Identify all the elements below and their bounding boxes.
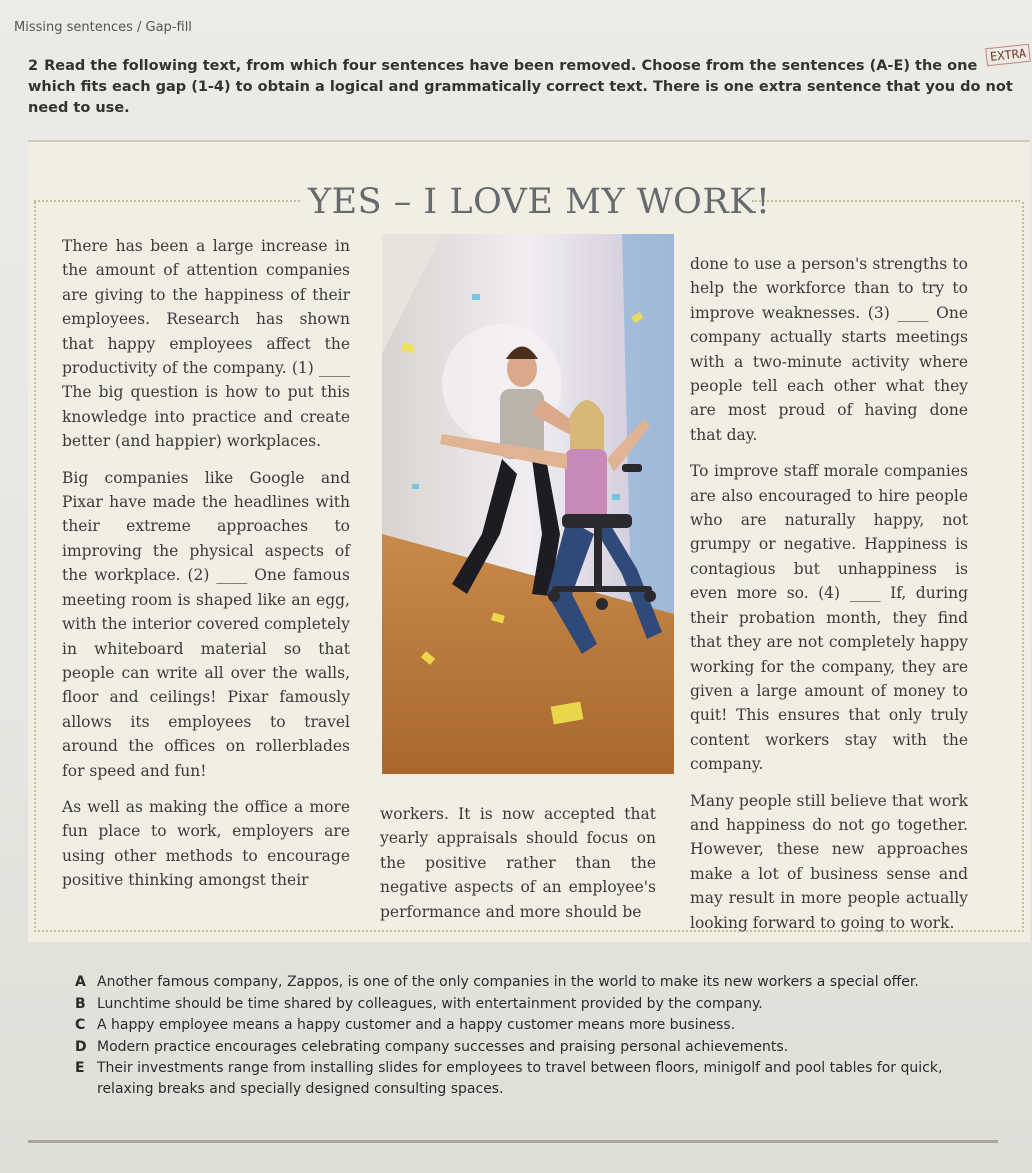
option-text: Their investments range from installing slides for employees to travel between floors, minigolf and pool tables for quick, relaxing breaks and specially designed consulting spaces. (97, 1060, 943, 1097)
office-photo (382, 234, 674, 774)
middle-column (380, 802, 656, 936)
option-letter: A (75, 974, 86, 990)
option-letter: D (75, 1038, 87, 1055)
option-a (75, 972, 955, 993)
option-text: Modern practice encourages celebrating company successes and praising personal achievements. (97, 1038, 789, 1055)
extra-stamp: EXTRA (985, 44, 1031, 67)
left-column (62, 234, 350, 905)
exercise-number: 2 (28, 58, 39, 74)
paragraph-hiring: To improve staff morale companies are also encouraged to hire people who are naturally happy, not grumpy or negative. Happiness is contagious but unhappiness is even more so. (4) ____ If, during their probation month, they find that they are not completely happy working for the company, they are given a large amount of money to quit! This ensures that only truly content workers stay with the company. (690, 462, 968, 774)
paragraph-conclusion: Many people still believe that work and happiness do not go together. However, these new approaches make a lot of business sense and may result in more people actually looking forward to going to work. (690, 791, 968, 932)
title-divider-left (34, 200, 300, 202)
option-text: Another famous company, Zappos, is one of the only companies in the world to make its new workers a special offer. (97, 974, 919, 990)
option-d (75, 1037, 955, 1058)
right-border (1022, 202, 1024, 932)
option-c (75, 1015, 955, 1036)
option-text: Lunchtime should be time shared by colleagues, with entertainment provided by the company. (97, 995, 763, 1012)
option-letter: C (75, 1017, 86, 1033)
exercise-instructions (28, 56, 1018, 119)
article-title: YES – I LOVE MY WORK! (308, 182, 771, 222)
option-e (75, 1058, 955, 1099)
instructions-text: Read the following text, from which four sentences have been removed. Choose from the sentences (A-E) the one which fits each gap (1-4) to obtain a logical and grammatically correct text. There is one extra sentence that you do not need to use. (28, 58, 1013, 116)
paragraph-strengths: done to use a person's strengths to help the workforce than to try to improve weaknesses. (3) ____ One company actually starts meetings with a two-minute activity where people tell each other what they are most proud of having done that day. (690, 255, 968, 444)
paragraph-google-pixar: Big companies like Google and Pixar have made the headlines with their extreme approaches to improving the physical aspects of the workplace. (2) ____ One famous meeting room is shaped like an egg, with the interior covered completely in whiteboard material so that people can write all over the walls, floor and ceilings! Pixar famously allows its employees to travel around the offices on rollerblades for speed and fun! (62, 468, 350, 780)
article-box (28, 140, 1030, 942)
option-b (75, 994, 955, 1015)
option-letter: E (75, 1060, 85, 1076)
answer-options (75, 972, 955, 1100)
paragraph-appraisals: workers. It is now accepted that yearly appraisals should focus on the positive rather than the negative aspects of an employee's performance and more should be (380, 805, 656, 921)
paragraph-intro: There has been a large increase in the amount of attention companies are giving to the happiness of their employees. Research has shown that happy employees affect the productivity of the company. (1) ____ The big question is how to put this knowledge into practice and create better (and happier) workplaces. (62, 237, 350, 451)
section-label: Missing sentences / Gap-fill (14, 20, 192, 35)
option-text: A happy employee means a happy customer and a happy customer means more business. (97, 1017, 736, 1033)
left-border (34, 202, 36, 932)
title-divider-right (752, 200, 1020, 202)
page-bottom-edge (28, 1140, 998, 1143)
option-letter: B (75, 995, 86, 1012)
right-column (690, 252, 968, 947)
paragraph-methods: As well as making the office a more fun place to work, employers are using other methods to encourage positive thinking amongst their (62, 797, 350, 890)
